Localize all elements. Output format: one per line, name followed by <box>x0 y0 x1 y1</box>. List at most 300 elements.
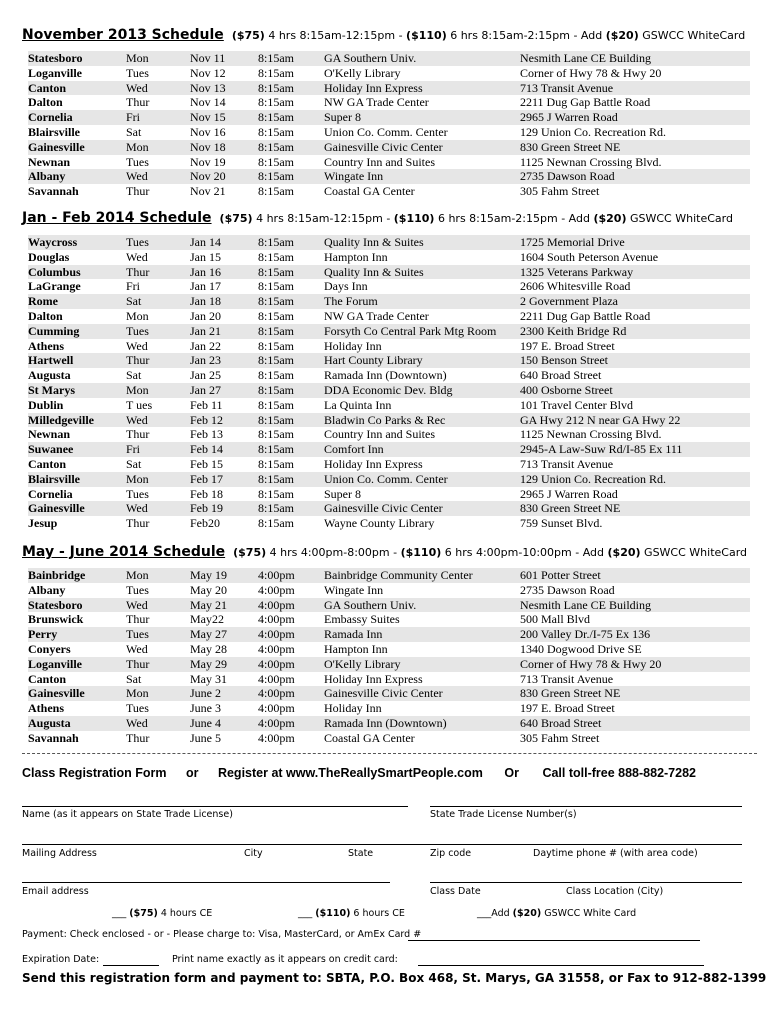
license-label: State Trade License Number(s) <box>430 809 577 820</box>
schedule-city: Canton <box>28 671 67 686</box>
schedule-row <box>28 487 750 502</box>
schedule-date: June 4 <box>190 716 258 731</box>
schedule-row <box>28 568 750 583</box>
schedule-day: Wed <box>126 501 190 516</box>
schedule-venue: Gainesville Civic Center <box>324 686 520 701</box>
schedule-venue: O'Kelly Library <box>324 65 401 80</box>
option-4hr-blank: ___ <box>112 908 127 919</box>
cut-line-divider <box>22 753 757 754</box>
option-6hr-blank: ___ <box>298 908 313 919</box>
schedule-row <box>28 612 750 627</box>
class-location-label: Class Location (City) <box>566 886 664 897</box>
schedule-venue: Holiday Inn <box>324 701 382 716</box>
schedule-venue: Wingate Inn <box>324 169 520 184</box>
schedule-address: 1340 Dogwood Drive SE <box>520 641 642 656</box>
schedule-city: Newnan <box>28 154 71 169</box>
schedule-address: Corner of Hwy 78 & Hwy 20 <box>520 65 662 80</box>
schedule-venue: Wayne County Library <box>324 516 435 531</box>
schedule-venue: Union Co. Comm. Center <box>324 124 448 139</box>
schedule-venue: NW GA Trade Center <box>324 308 429 323</box>
desc-4hr: 4 hrs 8:15am-12:15pm - <box>252 212 394 225</box>
schedule-row <box>28 442 750 457</box>
schedule-date: Nov 15 <box>190 110 258 125</box>
schedule-time: 8:15am <box>258 353 324 368</box>
schedule-venue: Quality Inn & Suites <box>324 235 520 250</box>
schedule-row <box>28 427 750 442</box>
schedule-city: Hartwell <box>28 353 126 368</box>
option-4hr-ce[interactable] <box>112 908 212 919</box>
schedule-city: Canton <box>28 456 67 471</box>
schedule-address: 2 Government Plaza <box>520 294 750 309</box>
schedule-day: Mon <box>126 383 190 398</box>
schedule-address: 200 Valley Dr./I-75 Ex 136 <box>520 627 750 642</box>
schedule-address: 150 Benson Street <box>520 353 750 368</box>
schedule-venue: Gainesville Civic Center <box>324 501 520 516</box>
schedule-date: May 28 <box>190 641 227 656</box>
schedule-address: 830 Green Street NE <box>520 140 750 155</box>
schedule-day: Sat <box>126 124 142 139</box>
schedule-row <box>28 140 750 155</box>
schedule-date: Jan 22 <box>190 338 221 353</box>
schedule-address: 1604 South Peterson Avenue <box>520 249 659 264</box>
schedule-address: Corner of Hwy 78 & Hwy 20 <box>520 657 750 672</box>
schedule-row <box>28 686 750 701</box>
schedule-time: 8:15am <box>258 279 294 294</box>
option-6hr-price: ($110) <box>315 908 351 919</box>
schedule-time: 8:15am <box>258 501 324 516</box>
schedule-row <box>28 265 750 280</box>
price-6hr: ($110) <box>400 546 442 559</box>
schedule-row <box>28 353 750 368</box>
schedule-venue: Wingate Inn <box>324 582 384 597</box>
schedule-row <box>28 125 750 140</box>
schedule-venue: DDA Economic Dev. Bldg <box>324 383 520 398</box>
schedule-time: 8:15am <box>258 427 294 442</box>
schedule-row <box>28 294 750 309</box>
schedule-row <box>28 657 750 672</box>
schedule-day: Tues <box>126 486 149 501</box>
payment-label: Payment: Check enclosed - or - Please charge to: Visa, MasterCard, or AmEx Card # <box>22 929 422 940</box>
schedule-date: Feb 19 <box>190 501 258 516</box>
schedule-date: May 21 <box>190 598 258 613</box>
register-at-label: Register at <box>217 766 283 780</box>
option-whitecard-blank: ___Add <box>477 908 513 919</box>
schedule-city: Albany <box>28 582 66 597</box>
schedule-row <box>28 731 750 746</box>
schedule-address: 830 Green Street NE <box>520 686 750 701</box>
schedule-address: 713 Transit Avenue <box>520 671 614 686</box>
schedule-time: 8:15am <box>258 294 324 309</box>
schedule-time: 4:00pm <box>258 568 324 583</box>
schedule-date: June 5 <box>190 730 221 745</box>
schedule-date: May 29 <box>190 657 258 672</box>
option-6hr-ce[interactable] <box>298 908 405 919</box>
schedule-city: Augusta <box>28 368 71 383</box>
schedule-day: Wed <box>126 641 148 656</box>
schedule-day: Thur <box>126 95 150 110</box>
schedule-row <box>28 701 750 716</box>
schedule-row <box>28 110 750 125</box>
schedule-venue: Quality Inn & Suites <box>324 265 520 280</box>
license-number-field[interactable] <box>430 806 742 807</box>
schedule-day: Thur <box>126 657 190 672</box>
expiration-field[interactable] <box>103 965 159 966</box>
schedule-venue: Forsyth Co Central Park Mtg Room <box>324 324 520 339</box>
schedule-address: 197 E. Broad Street <box>520 701 615 716</box>
schedule-address: 759 Sunset Blvd. <box>520 516 603 531</box>
price-6hr: ($110) <box>393 212 435 225</box>
schedule-date: Feb 11 <box>190 397 223 412</box>
schedule-date: Feb 12 <box>190 413 258 428</box>
schedule-venue: Comfort Inn <box>324 442 520 457</box>
registration-options <box>22 766 696 780</box>
schedule-time: 4:00pm <box>258 657 324 672</box>
schedule-address: 2735 Dawson Road <box>520 582 615 597</box>
schedule-city: Loganville <box>28 65 83 80</box>
schedule-day: Wed <box>126 338 148 353</box>
schedule-city: Newnan <box>28 427 71 442</box>
schedule-time: 4:00pm <box>258 582 295 597</box>
schedule-address: Nesmith Lane CE Building <box>520 51 750 66</box>
schedule-row <box>28 51 750 66</box>
schedule-day: Thur <box>126 427 150 442</box>
schedule-time: 8:15am <box>258 95 294 110</box>
schedule-venue: Country Inn and Suites <box>324 154 435 169</box>
schedule-date: Jan 16 <box>190 265 258 280</box>
schedule-address: 2606 Whitesville Road <box>520 279 631 294</box>
schedule-venue: Bainbridge Community Center <box>324 568 520 583</box>
section-title: Jan - Feb 2014 Schedule <box>22 210 212 226</box>
schedule-time: 8:15am <box>258 265 324 280</box>
schedule-day: Mon <box>126 568 190 583</box>
schedule-date: Jan 20 <box>190 308 221 323</box>
desc-6hr: 6 hrs 8:15am-2:15pm - Add <box>446 29 606 42</box>
schedule-address: Nesmith Lane CE Building <box>520 598 750 613</box>
schedule-time: 4:00pm <box>258 671 295 686</box>
schedule-city: Savannah <box>28 730 79 745</box>
schedule-day: Mon <box>126 472 190 487</box>
schedule-date: Feb 14 <box>190 442 258 457</box>
desc-4hr: 4 hrs 4:00pm-8:00pm - <box>266 546 401 559</box>
schedule-venue: Coastal GA Center <box>324 184 415 199</box>
mailing-address-label: Mailing Address <box>22 848 97 859</box>
schedule-address: 640 Broad Street <box>520 716 750 731</box>
schedule-city: Loganville <box>28 657 126 672</box>
expiration-label: Expiration Date: <box>22 954 100 965</box>
schedule-time: 8:15am <box>258 249 294 264</box>
schedule-row <box>28 398 750 413</box>
schedule-time: 4:00pm <box>258 701 295 716</box>
section-header-jan-feb-2014 <box>22 210 733 226</box>
schedule-address: 830 Green Street NE <box>520 501 750 516</box>
schedule-day: Tues <box>126 235 190 250</box>
schedule-date: Jan 27 <box>190 383 258 398</box>
option-whitecard-price: ($20) <box>512 908 542 919</box>
schedule-time: 8:15am <box>258 110 324 125</box>
desc-whitecard: GSWCC WhiteCard <box>640 546 748 559</box>
schedule-venue: GA Southern Univ. <box>324 51 520 66</box>
schedule-venue: O'Kelly Library <box>324 657 520 672</box>
section-header-november-2013 <box>22 27 745 43</box>
schedule-day: Tues <box>126 65 149 80</box>
schedule-date: Nov 21 <box>190 184 226 199</box>
schedule-time: 8:15am <box>258 486 294 501</box>
schedule-day: Tues <box>126 154 149 169</box>
schedule-row <box>28 279 750 294</box>
schedule-row <box>28 368 750 383</box>
schedule-day: Thur <box>126 353 190 368</box>
schedule-date: May 31 <box>190 671 227 686</box>
schedule-time: 8:15am <box>258 140 324 155</box>
schedule-city: Brunswick <box>28 612 84 627</box>
schedule-date: Jan 15 <box>190 249 221 264</box>
price-4hr: ($75) <box>231 29 265 42</box>
schedule-address: 2300 Keith Bridge Rd <box>520 324 750 339</box>
schedule-table-may-june-2014 <box>28 568 750 746</box>
schedule-date: Nov 18 <box>190 140 258 155</box>
schedule-venue: Holiday Inn <box>324 338 382 353</box>
schedule-time: 8:15am <box>258 368 294 383</box>
schedule-address: GA Hwy 212 N near GA Hwy 22 <box>520 413 750 428</box>
schedule-venue: Hampton Inn <box>324 641 388 656</box>
schedule-day: Tues <box>126 627 190 642</box>
schedule-city: Suwanee <box>28 442 126 457</box>
schedule-day: Tues <box>126 701 149 716</box>
schedule-venue: Bladwin Co Parks & Rec <box>324 413 520 428</box>
schedule-row <box>28 472 750 487</box>
email-label: Email address <box>22 886 89 897</box>
schedule-date: Feb 17 <box>190 472 258 487</box>
schedule-address: 305 Fahm Street <box>520 184 600 199</box>
schedule-city: Columbus <box>28 265 126 280</box>
schedule-address: 601 Potter Street <box>520 568 750 583</box>
schedule-day: Sat <box>126 456 142 471</box>
schedule-city: Statesboro <box>28 51 126 66</box>
schedule-time: 8:15am <box>258 516 294 531</box>
schedule-day: Sat <box>126 671 142 686</box>
schedule-date: Nov 13 <box>190 81 258 96</box>
schedule-day: Mon <box>126 308 149 323</box>
price-whitecard: ($20) <box>593 212 627 225</box>
schedule-date: Feb 13 <box>190 427 223 442</box>
schedule-date: Feb 18 <box>190 486 223 501</box>
schedule-address: 2735 Dawson Road <box>520 169 750 184</box>
schedule-city: Douglas <box>28 249 70 264</box>
class-date-location-field[interactable] <box>430 882 742 883</box>
schedule-row <box>28 95 750 110</box>
schedule-day: Thur <box>126 516 150 531</box>
schedule-time: 8:15am <box>258 397 294 412</box>
schedule-row <box>28 642 750 657</box>
schedule-day: Tues <box>126 324 190 339</box>
schedule-row <box>28 309 750 324</box>
schedule-city: Savannah <box>28 184 79 199</box>
schedule-city: Cornelia <box>28 486 73 501</box>
schedule-venue: Ramada Inn <box>324 627 520 642</box>
state-label: State <box>348 848 374 859</box>
schedule-city: Cornelia <box>28 110 126 125</box>
schedule-venue: Holiday Inn Express <box>324 671 423 686</box>
schedule-city: Statesboro <box>28 598 126 613</box>
schedule-day: Wed <box>126 716 190 731</box>
schedule-time: 8:15am <box>258 154 294 169</box>
website-link[interactable]: www.TheReallySmartPeople.com <box>286 766 483 780</box>
option-whitecard[interactable] <box>477 908 636 919</box>
schedule-time: 8:15am <box>258 456 294 471</box>
or-label-2: Or <box>504 766 519 780</box>
schedule-venue: Coastal GA Center <box>324 730 415 745</box>
name-label: Name (as it appears on State Trade License) <box>22 809 233 820</box>
zip-label: Zip code <box>430 848 472 859</box>
schedule-venue: Ramada Inn (Downtown) <box>324 716 520 731</box>
schedule-city: Cumming <box>28 324 126 339</box>
schedule-day: Thur <box>126 265 190 280</box>
schedule-date: June 2 <box>190 686 258 701</box>
schedule-day: Wed <box>126 169 190 184</box>
schedule-day: T ues <box>126 397 153 412</box>
desc-6hr: 6 hrs 4:00pm-10:00pm - Add <box>441 546 608 559</box>
schedule-city: Milledgeville <box>28 413 126 428</box>
schedule-address: 1125 Newnan Crossing Blvd. <box>520 154 662 169</box>
registration-form-label: Class Registration Form <box>22 766 167 780</box>
phone-label: Daytime phone # (with area code) <box>533 848 698 859</box>
schedule-row <box>28 716 750 731</box>
schedule-day: Thur <box>126 612 150 627</box>
schedule-time: 4:00pm <box>258 716 324 731</box>
schedule-city: Athens <box>28 338 65 353</box>
schedule-time: 8:15am <box>258 472 324 487</box>
schedule-city: Albany <box>28 169 126 184</box>
schedule-time: 8:15am <box>258 169 324 184</box>
schedule-time: 4:00pm <box>258 730 295 745</box>
schedule-day: Fri <box>126 279 141 294</box>
schedule-address: 129 Union Co. Recreation Rd. <box>520 124 666 139</box>
schedule-address: 2965 J Warren Road <box>520 486 618 501</box>
schedule-venue: GA Southern Univ. <box>324 598 520 613</box>
schedule-venue: Hampton Inn <box>324 249 388 264</box>
schedule-row <box>28 235 750 250</box>
schedule-time: 8:15am <box>258 51 324 66</box>
schedule-venue: Holiday Inn Express <box>324 81 520 96</box>
schedule-city: Dalton <box>28 308 63 323</box>
schedule-time: 8:15am <box>258 81 324 96</box>
schedule-city: Dublin <box>28 397 64 412</box>
schedule-date: Jan 25 <box>190 368 221 383</box>
schedule-row <box>28 383 750 398</box>
section-title: May - June 2014 Schedule <box>22 544 226 560</box>
schedule-address: 2965 J Warren Road <box>520 110 750 125</box>
schedule-day: Mon <box>126 686 190 701</box>
schedule-address: 713 Transit Avenue <box>520 81 750 96</box>
desc-4hr: 4 hrs 8:15am-12:15pm - <box>264 29 407 42</box>
schedule-city: Dalton <box>28 95 63 110</box>
schedule-time: 4:00pm <box>258 598 324 613</box>
cardholder-name-field[interactable] <box>418 965 704 966</box>
schedule-city: Gainesville <box>28 501 126 516</box>
mailing-address-field[interactable] <box>22 844 742 845</box>
schedule-table-jan-feb-2014 <box>28 235 750 531</box>
name-field[interactable] <box>22 806 408 807</box>
schedule-time: 8:15am <box>258 184 294 199</box>
schedule-row <box>28 457 750 472</box>
schedule-city: Gainesville <box>28 686 126 701</box>
section-title: November 2013 Schedule <box>22 27 224 43</box>
schedule-date: Feb20 <box>190 516 220 531</box>
schedule-time: 8:15am <box>258 124 294 139</box>
schedule-day: Tues <box>126 582 149 597</box>
schedule-venue: NW GA Trade Center <box>324 95 429 110</box>
schedule-date: Jan 14 <box>190 235 258 250</box>
schedule-time: 4:00pm <box>258 627 324 642</box>
city-label: City <box>244 848 263 859</box>
schedule-date: Feb 15 <box>190 456 223 471</box>
schedule-venue: Hart County Library <box>324 353 520 368</box>
schedule-address: 640 Broad Street <box>520 368 602 383</box>
schedule-date: Jan 18 <box>190 294 258 309</box>
schedule-city: Blairsville <box>28 124 80 139</box>
schedule-row <box>28 672 750 687</box>
schedule-row <box>28 627 750 642</box>
schedule-city: Bainbridge <box>28 568 126 583</box>
schedule-row <box>28 413 750 428</box>
schedule-venue: The Forum <box>324 294 520 309</box>
schedule-venue: Super 8 <box>324 486 361 501</box>
schedule-date: Jan 23 <box>190 353 258 368</box>
schedule-time: 8:15am <box>258 308 294 323</box>
desc-6hr: 6 hrs 8:15am-2:15pm - Add <box>434 212 594 225</box>
schedule-venue: Country Inn and Suites <box>324 427 435 442</box>
schedule-address: 2211 Dug Gap Battle Road <box>520 95 651 110</box>
schedule-city: LaGrange <box>28 279 81 294</box>
schedule-date: Nov 11 <box>190 51 258 66</box>
schedule-date: Jan 17 <box>190 279 221 294</box>
schedule-city: Gainesville <box>28 140 126 155</box>
price-4hr: ($75) <box>219 212 253 225</box>
schedule-row <box>28 169 750 184</box>
schedule-day: Thur <box>126 730 150 745</box>
schedule-city: Rome <box>28 294 126 309</box>
schedule-date: May22 <box>190 612 224 627</box>
schedule-venue: Days Inn <box>324 279 368 294</box>
schedule-row <box>28 501 750 516</box>
price-whitecard: ($20) <box>607 546 641 559</box>
schedule-row <box>28 598 750 613</box>
schedule-table-november-2013 <box>28 51 750 199</box>
card-number-field[interactable] <box>408 940 700 941</box>
schedule-date: June 3 <box>190 701 221 716</box>
schedule-day: Mon <box>126 51 190 66</box>
schedule-time: 4:00pm <box>258 612 295 627</box>
schedule-city: Perry <box>28 627 126 642</box>
schedule-address: 1725 Memorial Drive <box>520 235 750 250</box>
print-name-label: Print name exactly as it appears on credit card: <box>172 954 398 965</box>
schedule-time: 8:15am <box>258 413 324 428</box>
email-field[interactable] <box>22 882 390 883</box>
schedule-day: Fri <box>126 110 190 125</box>
schedule-day: Wed <box>126 413 190 428</box>
price-4hr: ($75) <box>233 546 267 559</box>
schedule-venue: Super 8 <box>324 110 520 125</box>
schedule-day: Wed <box>126 81 190 96</box>
option-4hr-price: ($75) <box>129 908 158 919</box>
schedule-address: 1325 Veterans Parkway <box>520 265 750 280</box>
schedule-day: Sat <box>126 368 142 383</box>
schedule-day: Wed <box>126 598 190 613</box>
schedule-city: St Marys <box>28 383 126 398</box>
schedule-time: 4:00pm <box>258 686 324 701</box>
schedule-row <box>28 339 750 354</box>
schedule-venue: Holiday Inn Express <box>324 456 423 471</box>
